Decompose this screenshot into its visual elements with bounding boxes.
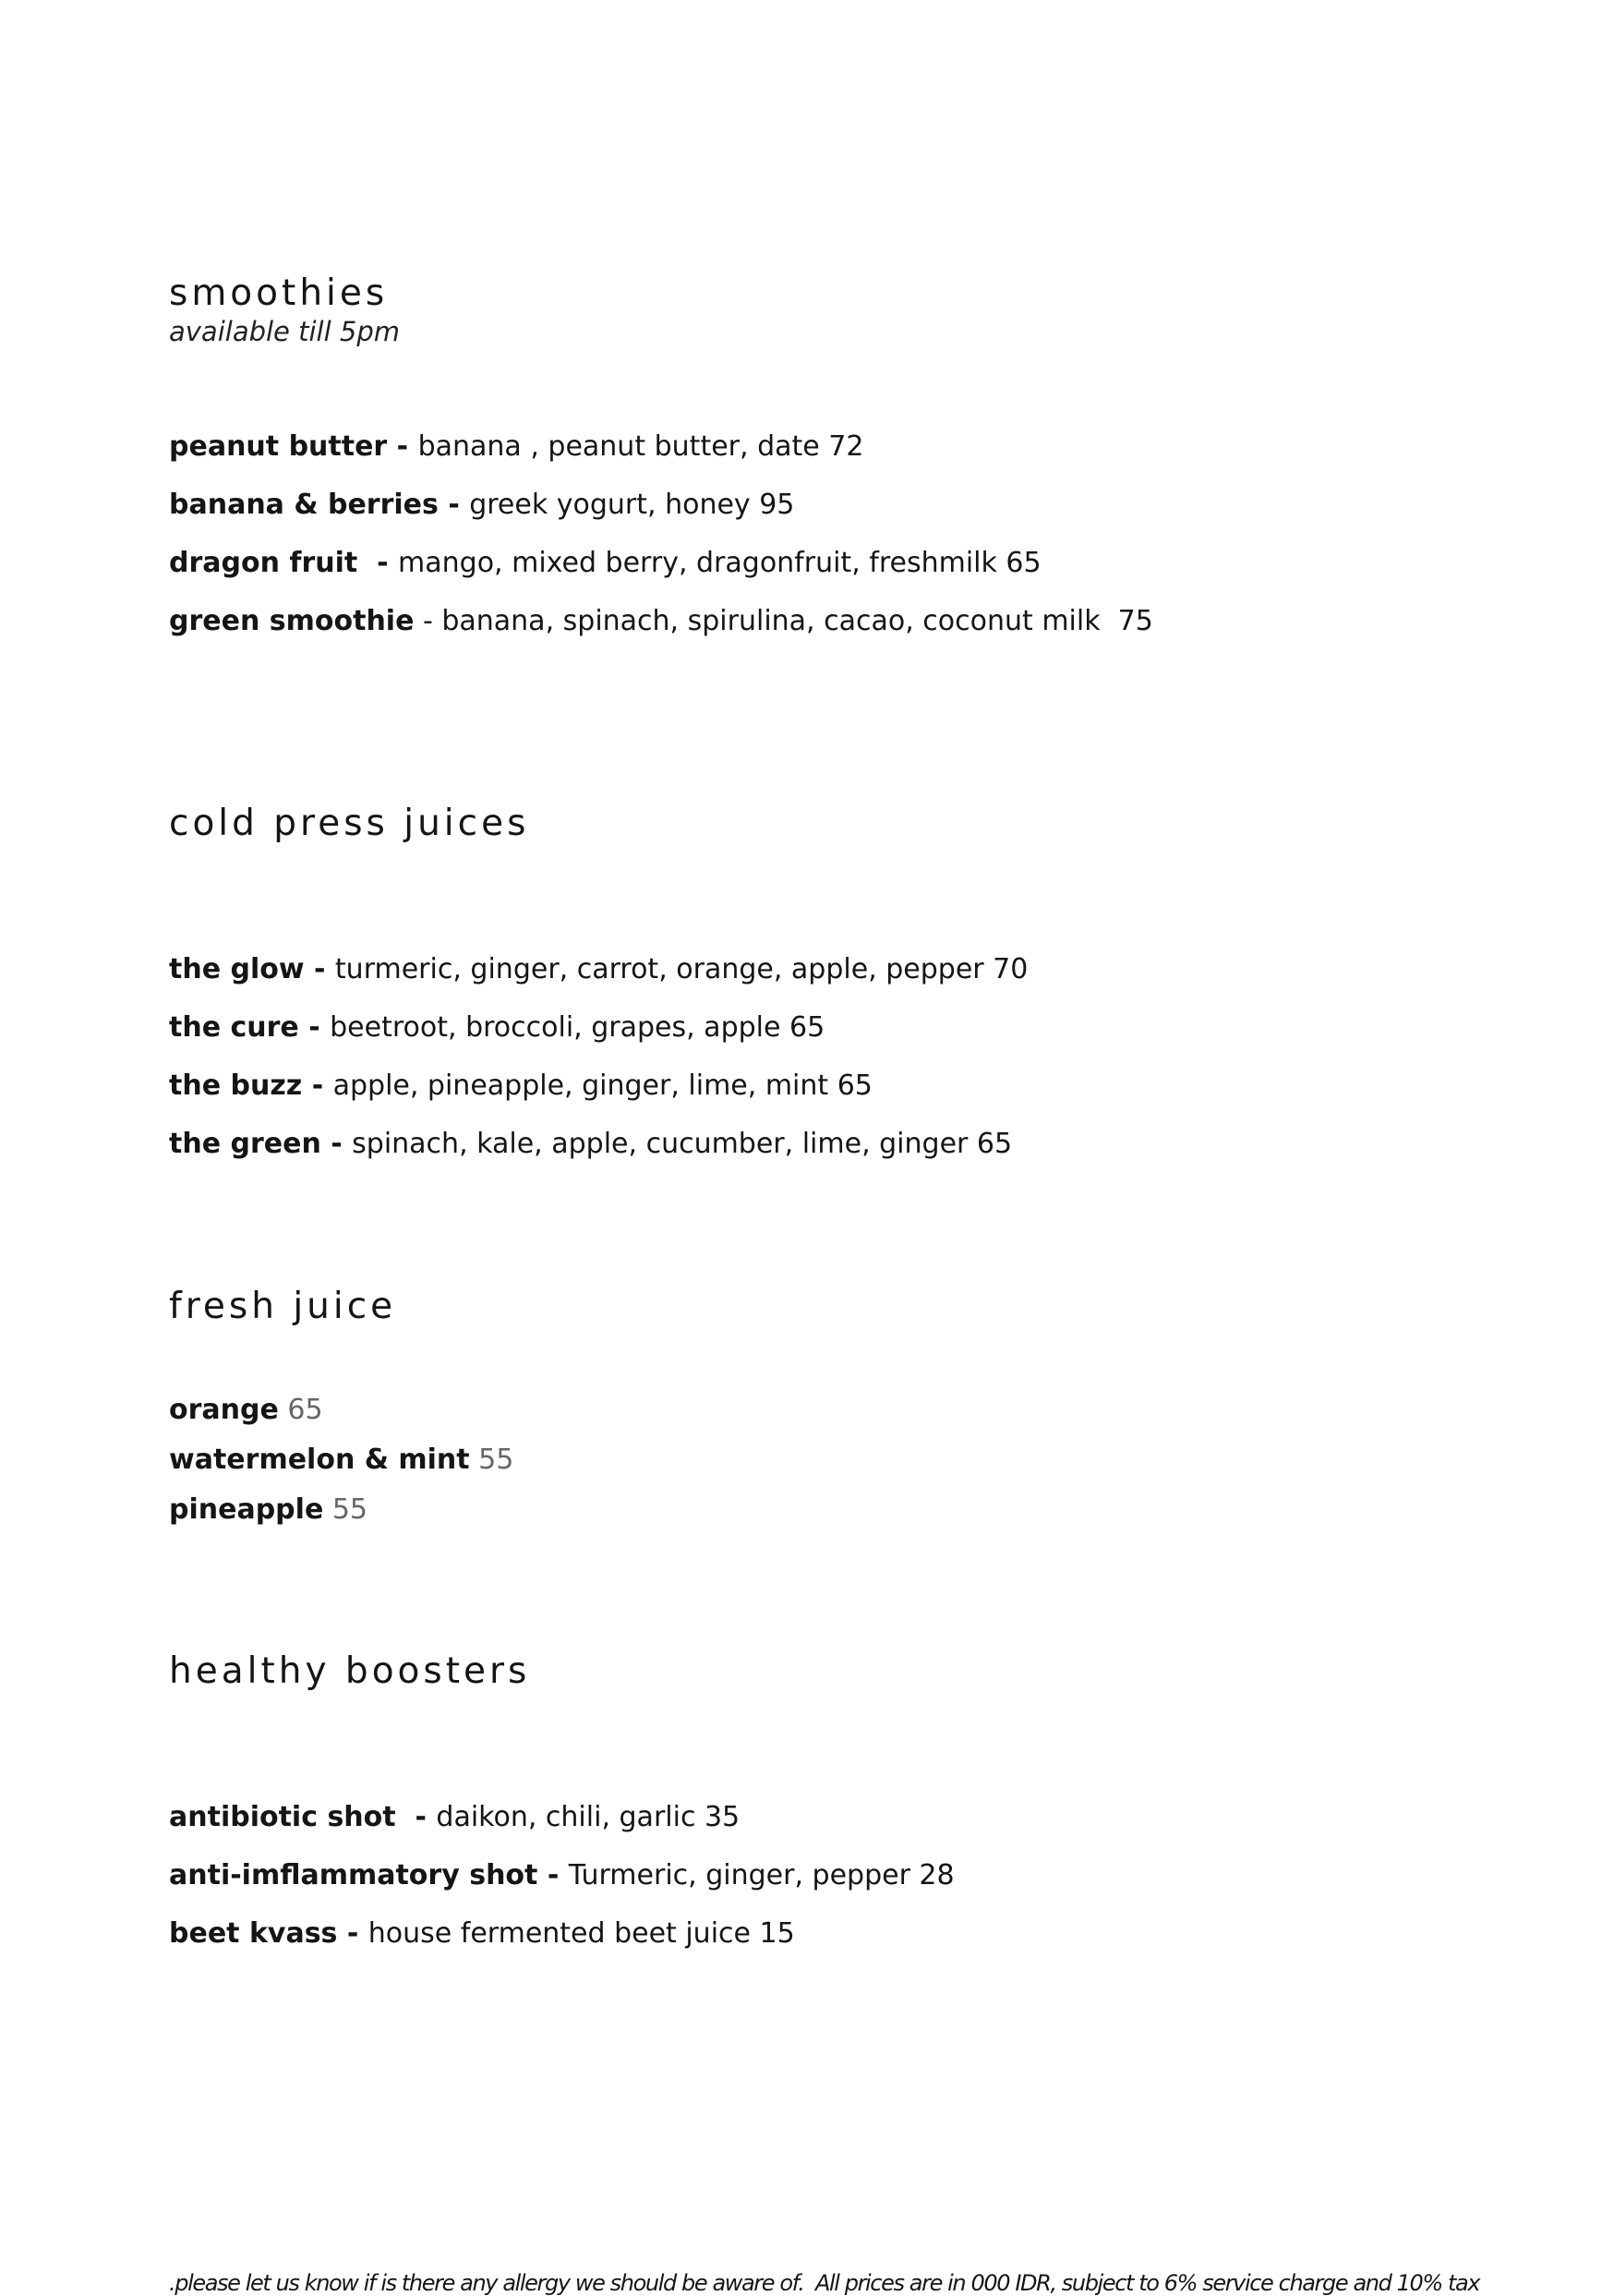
item-description: house fermented beet juice 15: [367, 1917, 795, 1950]
item-description: turmeric, ginger, carrot, orange, apple, pepper 70: [334, 953, 1029, 985]
item-separator: -: [537, 1859, 569, 1891]
menu-item: [169, 605, 1462, 666]
item-description: apple, pineapple, ginger, lime, mint 65: [332, 1069, 873, 1102]
item-description: mango, mixed berry, dragonfruit, freshmilk 65: [398, 547, 1042, 579]
item-name: the green: [169, 1128, 321, 1160]
footer-note: .please let us know if is there any allergy we should be aware of. All prices are in 000 IDR, subject to 6% service charge and 10% tax: [169, 2270, 1480, 2296]
item-name: dragon fruit: [169, 547, 358, 579]
menu-list: [169, 1801, 1462, 1978]
section-title: healthy boosters: [169, 1650, 531, 1692]
menu-item: [169, 547, 1462, 608]
item-separator: -: [320, 1128, 353, 1160]
cold-press-section: [169, 805, 1462, 1189]
item-name: pineapple: [169, 1493, 324, 1526]
item-description: Turmeric, ginger, pepper 28: [568, 1859, 955, 1891]
menu-item: [169, 1801, 1462, 1862]
item-name: watermelon & mint: [169, 1444, 470, 1476]
item-separator: -: [387, 430, 418, 463]
item-name: the buzz: [169, 1069, 303, 1102]
item-name: anti-imflammatory shot: [169, 1859, 538, 1891]
item-separator: -: [302, 1069, 333, 1102]
item-description: beetroot, broccoli, grapes, apple 65: [330, 1011, 825, 1044]
item-price: 65: [287, 1394, 323, 1426]
menu-item: [169, 491, 1462, 550]
item-description: banana , peanut butter, date 72: [417, 430, 864, 463]
item-name: beet kvass: [169, 1917, 338, 1950]
item-separator: [414, 605, 423, 637]
menu-item: [169, 1859, 1462, 1920]
item-description: daikon, chili, garlic 35: [436, 1801, 741, 1833]
item-name: orange: [169, 1394, 279, 1426]
item-separator: -: [438, 489, 470, 521]
menu-item: [169, 1069, 1462, 1130]
item-separator: -: [395, 1801, 437, 1833]
item-description: - banana, spinach, spirulina, cacao, coconut milk 75: [422, 605, 1153, 637]
section-title: fresh juice: [169, 1286, 397, 1327]
menu-list: [169, 953, 1462, 1189]
menu-item: [169, 1396, 1462, 1446]
item-price: 55: [331, 1493, 368, 1526]
item-name: antibiotic shot: [169, 1801, 396, 1833]
menu-item: [169, 1011, 1462, 1072]
smoothies-section: [169, 272, 1462, 666]
section-subtitle: available till 5pm: [169, 316, 400, 347]
item-separator: -: [357, 547, 399, 579]
menu-list: [169, 430, 1462, 666]
menu-item: [169, 1446, 1462, 1496]
item-price: 55: [478, 1444, 514, 1476]
item-description: spinach, kale, apple, cucumber, lime, ginger 65: [352, 1128, 1013, 1160]
item-name: peanut butter: [169, 430, 388, 463]
menu-item: [169, 1917, 1462, 1978]
section-title: cold press juices: [169, 803, 530, 844]
item-separator: -: [298, 1011, 331, 1044]
menu-list: [169, 1396, 1462, 1546]
menu-item: [169, 953, 1462, 1014]
item-name: banana & berries: [169, 489, 439, 521]
item-name: the glow: [169, 953, 305, 985]
section-title: smoothies: [169, 272, 389, 314]
healthy-boosters-section: [169, 1650, 1462, 1978]
menu-item: [169, 430, 1462, 491]
item-separator: -: [304, 953, 335, 985]
item-description: greek yogurt, honey 95: [469, 489, 795, 521]
item-name: green smoothie: [169, 605, 415, 637]
fresh-juice-section: [169, 1288, 1462, 1546]
menu-item: [169, 1130, 1462, 1189]
menu-item: [169, 1493, 1462, 1546]
item-separator: -: [337, 1917, 368, 1950]
item-name: the cure: [169, 1011, 299, 1044]
